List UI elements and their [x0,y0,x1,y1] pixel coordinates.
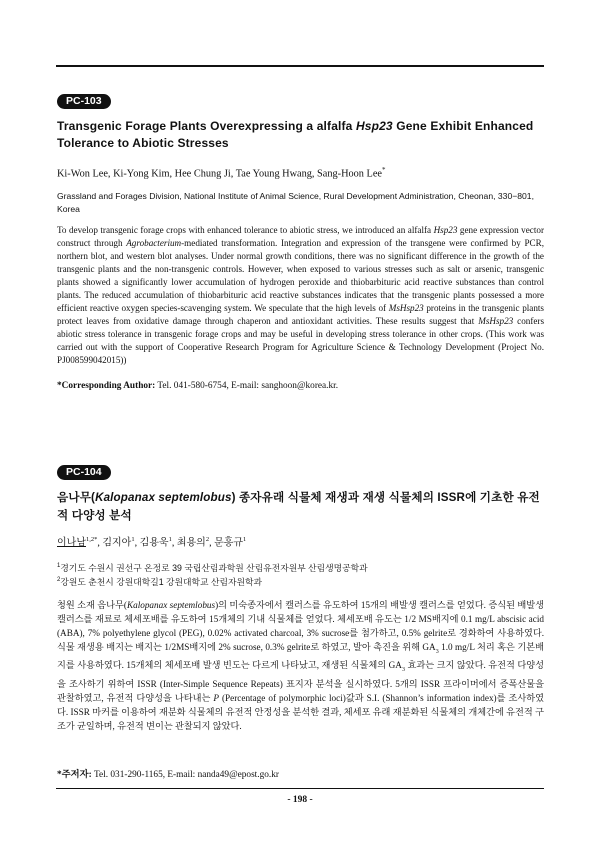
author-name: , 김지아 [97,537,132,549]
abstract-text: To develop transgenic forage crops with enhanced tolerance to abiotic stress, we introduced an alfalfa [57,225,434,235]
title-species-name: Kalopanax septemlobus [95,491,232,504]
abstract-text: gene expression vector construct through [57,225,544,249]
abstract-body [57,224,544,368]
affiliation-text: 경기도 수원시 권선구 온정로 39 국립산림과학원 산림유전자원부 산림생명공학과 [60,562,368,573]
author-name: , 최용의 [171,537,206,549]
abstract-italic: MsHsp23 [388,303,424,314]
corresponding-label: *Corresponding Author: [57,381,156,391]
affil-mark: 1 [57,563,61,569]
abstract-italic: P [213,693,219,704]
author-affil-mark: 1 [243,536,247,543]
corresponding-author [57,380,544,393]
corresponding-mark: * [381,166,386,174]
corresponding-label: *주저자: [57,770,92,780]
abstract-italic: Hsp23 [433,225,458,235]
abstract-text: (Percentage of polymorphic loci)값과 S.I. (Shannon’s information index)를 조사하였다. ISSR 마커를 이용하여 재분화 식물체의 유전적 안정성을 분석한 결과, 체세포 유래 재분화된 식물체의 개체간에 유전적 구조가 균일하며, 유전적 변이는 관찰되지 않았다. [57,693,544,731]
abstract-text: confers abiotic stress tolerance in transgenic forage crops and may be useful in developing stress tolerance in other crops. (This work was carried out with the support of Cooperative Research Program for Agriculture Science & Technology Development (Project No. PJ008599042015)) [57,316,545,366]
abstract-body [57,599,544,734]
abstract-title [57,489,544,524]
abstract-text: -mediated transformation. Integration and expression of the transgene were confirmed by PCR, northern blot, and western blot analyses. Under normal growth conditions, there was no significant difference in the growth of the transgenic plants and the non-transgenic controls. However, when exposed to various stresses such as salt or arsenic, transgenic plants showed a significantly lower accumulation of hydrogen peroxide and thiobarbituric acid reactive substances than control plants. The reduced accumulation of thiobarbituric acid reactive substances indicates that the transgenic plants possessed a more efficient reactive oxygen species-scavenging system. We speculate that the high levels of [57,238,545,314]
abstract-text: proteins in the transgenic plants protect leaves from oxidative damage through chaperon and antioxidant activities. These results suggest that [57,303,544,327]
page-number: - 198 - [287,795,313,805]
corresponding-author [57,769,544,782]
title-gene-name: Hsp23 [355,119,393,133]
author-name: , 김용욱 [134,537,169,549]
authors-text: Ki-Won Lee, Ki-Yong Kim, Hee Chung Ji, Tae Young Hwang, Sang-Hoon Lee [57,168,382,180]
author-affil-mark: 1,2* [85,536,98,543]
abstract-italic: Agrobacterium [126,238,182,249]
corresponding-contact: Tel. 041-580-6754, E-mail: sanghoon@korea.kr. [155,381,339,391]
affiliation-text: 강원도 춘천시 강원대학길1 강원대학교 산림자원학과 [60,576,262,587]
author-name: 이나남 [57,537,86,549]
abstract-title [57,118,544,152]
title-text: Gene Exhibit Enhanced Tolerance to Abiotic Stresses [57,119,534,150]
abstract-text: 효과는 크지 않았다. 유전적 다양성을 조사하기 위하여 ISSR (Inter-Simple Sequence Repeats) 표지자 분석을 실시하였다. 5개의 ISSR 프라이머에서 증폭산물을 관찰하였고, 유전적 다양성을 나타내는 [57,660,544,704]
author-affil-mark: 1 [131,536,135,543]
top-rule [56,65,544,67]
abstract-text: 1.0 mg/L 처리 혹은 기본배지를 사용하였다. 15개체의 체세포배 발생 빈도는 다르게 나타났고, 재생된 식물체의 GA [57,641,544,671]
subscript: 3 [435,648,439,655]
abstract-text: )의 미숙종자에서 캘러스를 유도하여 15개의 배발생 캘러스를 얻었다. 증식된 배발생 캘러스를 재료로 체세포배를 유도하여 15개체의 기내 식물체를 얻었다. 체세포배 유도는 1/2 MS배지에 0.1 mg/L abscisic acid (ABA), 7% polyethylene glycol (PEG), 0.02% activated charcoal, 3% sucrose를 첨가하고, 0.5% gelrite로 경화하여 사용하였다. 식물 재생용 배지는 배지는 1/2MS배지에 2% sucrose, 0.3% gelrite로 하였고, 발아 촉진을 위해 GA [57,600,545,652]
bottom-rule [56,788,544,789]
subscript: 3 [401,667,405,674]
author-affil-mark: 2 [205,536,210,543]
abstract-italic: MsHsp23 [478,316,514,327]
author-list [57,533,544,550]
title-text: Transgenic Forage Plants Overexpressing a alfalfa [57,119,356,133]
abstract-id-badge: PC-103 [57,94,111,109]
author-affil-mark: 1 [168,536,172,543]
title-text: ) 종자유래 식물체 재생과 재생 식물체의 ISSR에 기초한 유전적 다양성 분석 [57,491,540,522]
author-name: , 문흥규 [209,537,244,549]
abstract-text: 청원 소재 음나무( [57,600,127,610]
affiliation [57,560,544,575]
title-text: 음나무( [57,491,96,504]
abstract-italic: Kalopanax septemlobus [126,600,216,610]
affiliation [57,574,544,589]
corresponding-contact: Tel. 031-290-1165, E-mail: nanda49@epost.go.kr [91,770,279,780]
affil-mark: 2 [57,577,61,583]
affiliation: Grassland and Forages Division, National Institute of Animal Science, Rural Development Administration, Cheonan, 330−801, Korea [57,191,534,214]
author-list [57,163,544,181]
abstract-id-badge: PC-104 [57,465,111,480]
